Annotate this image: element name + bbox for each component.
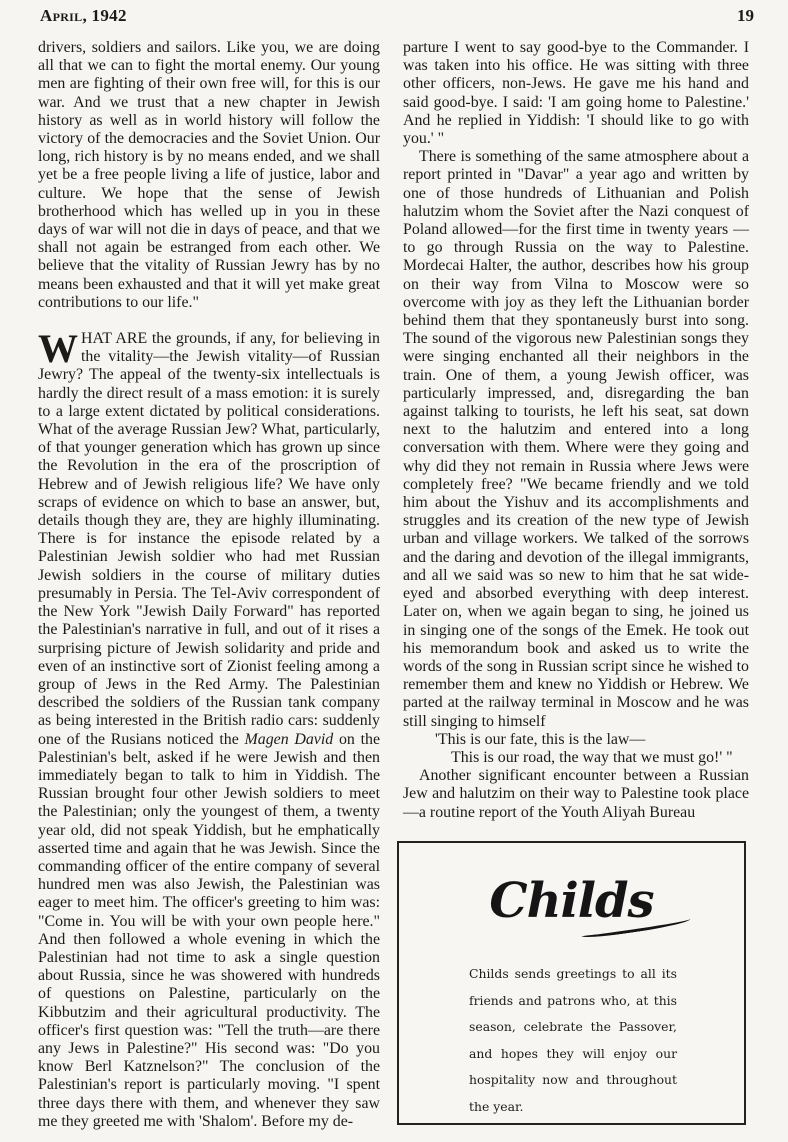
paragraph-davar-report: There is something of the same atmosphere about a report printed in "Davar" a year ago and written by one of those hundreds of Lithuanian and Polish halutzim whom the Soviet after the Nazi conquest of Poland allowed—for the first time in twenty years —to go through Russia on the way to Palestine. Mordecai Halter, the author, describes how his group on their way from Vilna to Moscow were so overcome with joy as they left the Lithuanian border behind them that they spontaneusly burst into song. The sound of the vigorous new Palestinian songs they were singing enchanted all their neighbors in the train. One of them, a young Jewish officer, was particularly impressed, and, disregarding the ban against talking to tourists, he left his seat, sat down next to the halutzim and entered into a long conversation with them. Where were they going and why did they not remain in Russia where Jews were completely free? "We became friendly and we told him about the Yishuv and its accomplishments and struggles and its creation of the new type of Jewish urban and village workers. We talked of the sorrows and the daring and devotion of the illegal immigrants, and all we said was so new to him that he sat wide-eyed and absorbed everything with deep interest. Later on, when we again began to sing, he joined us in singing one of the songs of the Emek. He took out his memorandum book and asked us to write the words of the song in Russian script since he wished to remember them and knew no Yiddish or Hebrew. We parted at the railway terminal in Moscow and he was still singing to himself	[403, 148, 749, 730]
verse-line-1: 'This is our fate, this is the law—	[435, 730, 646, 748]
running-head	[40, 6, 127, 26]
left-column	[38, 39, 380, 1131]
drop-cap: W	[38, 326, 78, 372]
advertisement-text: Childs sends greetings to all its friends and patrons who, at this season, celebrate the Passover, and hopes they will enjoy our hospitality now and throughout the year.	[469, 966, 677, 1114]
childs-advertisement	[397, 841, 746, 1125]
childs-logo	[399, 873, 744, 932]
paragraph-lead-in: HAT ARE	[81, 330, 148, 348]
paragraph-text-a: the grounds, if any, for believing in the vitality—the Jewish vitality—of Russian Jewry? The appeal of the twenty-six intellectuals is hardly the direct result of a mass emotion: it is surely to a large extent dictated by political considerations. What of the average Russian Jew? What, particularly, of that younger generation which has grown up since the Revolution in the era of the proscription of Hebrew and of Jewish religious life? We have only scraps of evidence on which to base an answer, but, details though they are, they are highly illuminating. There is for instance the episode related by a Palestinian Jewish soldier who had met Russian Jewish soldiers in the course of military duties presumably in Persia. The Tel-Aviv correspondent of the New York "Jewish Daily Forward" has reported the Palestinian's narrative in full, and out of it rises a surprising picture of Jewish solidarity and pride and even of an instinctive sort of Zionist feeling among a group of Jews in the Red Army. The Palestinian described the soldiers of the Russian tank company as being interested in the British radio cars: suddenly one of the Rusians noticed the	[38, 330, 380, 748]
right-column	[403, 39, 749, 822]
page-header	[40, 4, 754, 28]
running-head-text: April, 1942	[40, 6, 127, 25]
paragraph-what-are-the-grounds	[38, 326, 380, 1131]
italic-term: Magen David	[244, 730, 334, 748]
paragraph-departure: parture I went to say good-bye to the Commander. I was taken into his office. He was sitting with three other officers, non-Jews. He gave me his hand and said good-bye. I said: 'I am going home to Palestine.' And he replied in Yiddish: 'I should like to go with you.' "	[403, 39, 749, 148]
paragraph-text-b: on the Palestinian's belt, asked if he were Jewish and then immediately began to talk to him in Yiddish. The Russian brought four other Jewish soldiers to meet the Palestinian; only the youngest of them, a twenty year old, did not speak Yiddish, but he emphatically asserted time and again that he was Jewish. Since the commanding officer of the entire company of several hundred men was also Jewish, the Palestinian was eager to meet him. The officer's greeting to him was: "Come in. You will be with your own people here." And then followed a whole evening in which the Palestinian had not time to ask a single question about Russia, since he was showered with hundreds of questions on Palestine, particularly on the Kibbutzim and their agricultural productivity. The officer's first question was: "Tell the truth—are there any Jews in Palestine?" His second was: "Do you know Berl Katznelson?" The conclusion of the Palestinian's report is particularly moving. "I spent three days there with them, and whenever they saw me they greeted me with 'Shalom'. Before my de-	[38, 730, 380, 1130]
page-number: 19	[737, 6, 754, 25]
verse-line-2: This is our road, the way that we must go!' "	[451, 748, 733, 766]
paragraph-another-encounter: Another significant encounter between a Russian Jew and halutzim on their way to Palestine took place—a routine report of the Youth Aliyah Bureau	[403, 767, 749, 821]
childs-logo-text: Childs	[489, 873, 654, 929]
paragraph-letter-end: drivers, soldiers and sailors. Like you, we are doing all that we can to fight the mortal enemy. Our young men are fighting of their own free will, for this is our war. And we trust that a new chapter in Jewish history as well as in world history will follow the victory of the democracies and the Soviet Union. Our long, rich history is by no means ended, and we shall yet be a free people living a life of justice, labor and culture. We hope that the sense of Jewish brotherhood which has welled up in you in these days of war will not die in days of peace, and that we shall not again be estranged from each other. We believe that the vitality of Russian Jewry has by no means been exhausted and that it will yet make great contributions to our life."	[38, 39, 380, 311]
